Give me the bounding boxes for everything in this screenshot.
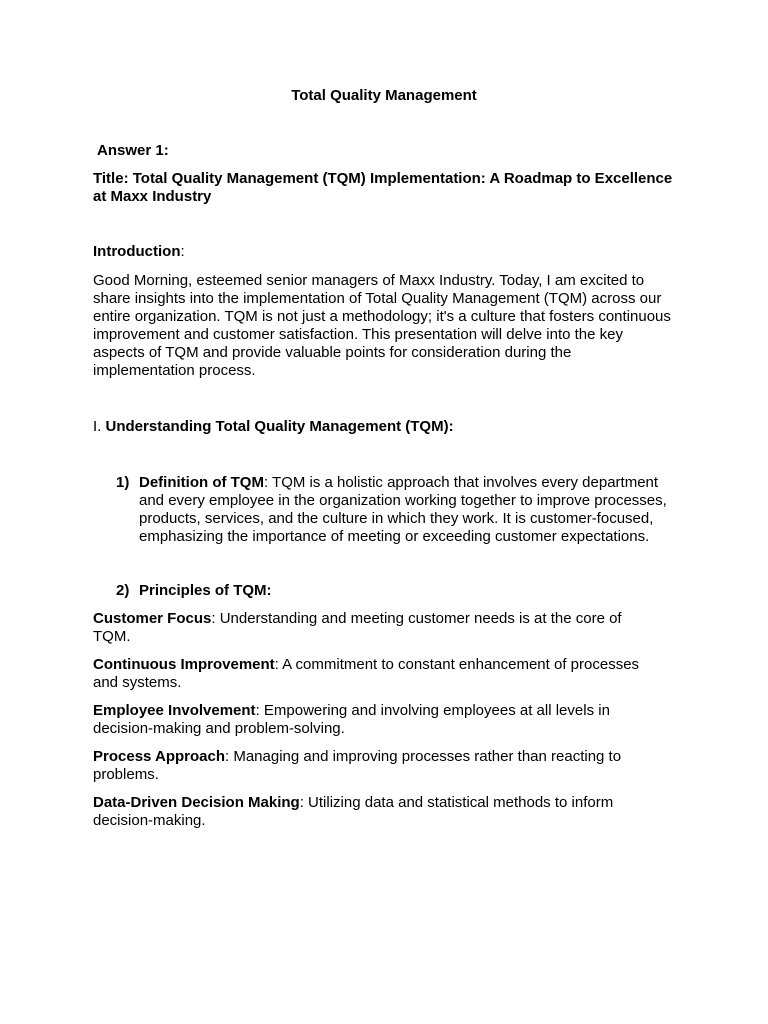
principle-item [93, 702, 648, 738]
principle-text: : A commitment to constant enhancement of processes and systems. [93, 656, 640, 691]
section-heading-text: Understanding Total Quality Management (TQM): [105, 418, 454, 435]
principle-text: : Managing and improving processes rather than reacting to problems. [93, 748, 622, 783]
list-item-definition [116, 474, 676, 546]
principle-item [93, 610, 648, 646]
introduction-paragraph: Good Morning, esteemed senior managers of Maxx Industry. Today, I am excited to share insights into the implementation of Total Quality Management (TQM) across our entire organization. TQM is not just a methodology; it's a culture that fosters continuous improvement and customer satisfaction. This presentation will delve into the key aspects of TQM and provide valuable points for consideration during the implementation process. [93, 272, 671, 379]
principle-item [93, 794, 648, 830]
principle-text: : Empowering and involving employees at all levels in decision-making and problem-solving. [93, 702, 610, 737]
principle-item [93, 748, 648, 784]
introduction-heading [93, 243, 673, 261]
principle-term: Customer Focus [93, 610, 212, 627]
list-item-content [139, 582, 669, 600]
list-number: 2) [116, 582, 130, 599]
principle-term: Continuous Improvement [93, 656, 275, 673]
list-item-term: Definition of TQM [139, 474, 264, 491]
principle-text: : Understanding and meeting customer needs is at the core of TQM. [93, 610, 622, 645]
principle-term: Data-Driven Decision Making [93, 794, 300, 811]
list-item-term: Principles of TQM: [139, 582, 272, 599]
section-heading [93, 418, 673, 436]
principle-term: Employee Involvement [93, 702, 256, 719]
list-item-principles [116, 582, 676, 600]
introduction-heading-text: Introduction [93, 243, 181, 260]
document-title: Total Quality Management [291, 87, 477, 104]
section-prefix: I. [93, 418, 106, 435]
list-item-text: : TQM is a holistic approach that involves every department and every employee in the organization working together to improve processes, products, services, and the culture in which they work. It is customer-focused, emphasizing the importance of meeting or exceeding customer expectations. [139, 474, 667, 545]
principle-text: : Utilizing data and statistical methods to inform decision-making. [93, 794, 614, 829]
principle-term: Process Approach [93, 748, 225, 765]
title-line: Title: Total Quality Management (TQM) Implementation: A Roadmap to Excellence at Maxx Industry [93, 170, 673, 205]
introduction-heading-colon: : [180, 243, 185, 260]
list-number: 1) [116, 474, 130, 491]
list-item-content [139, 474, 669, 546]
principle-item [93, 656, 648, 692]
answer-label: Answer 1: [97, 142, 169, 159]
